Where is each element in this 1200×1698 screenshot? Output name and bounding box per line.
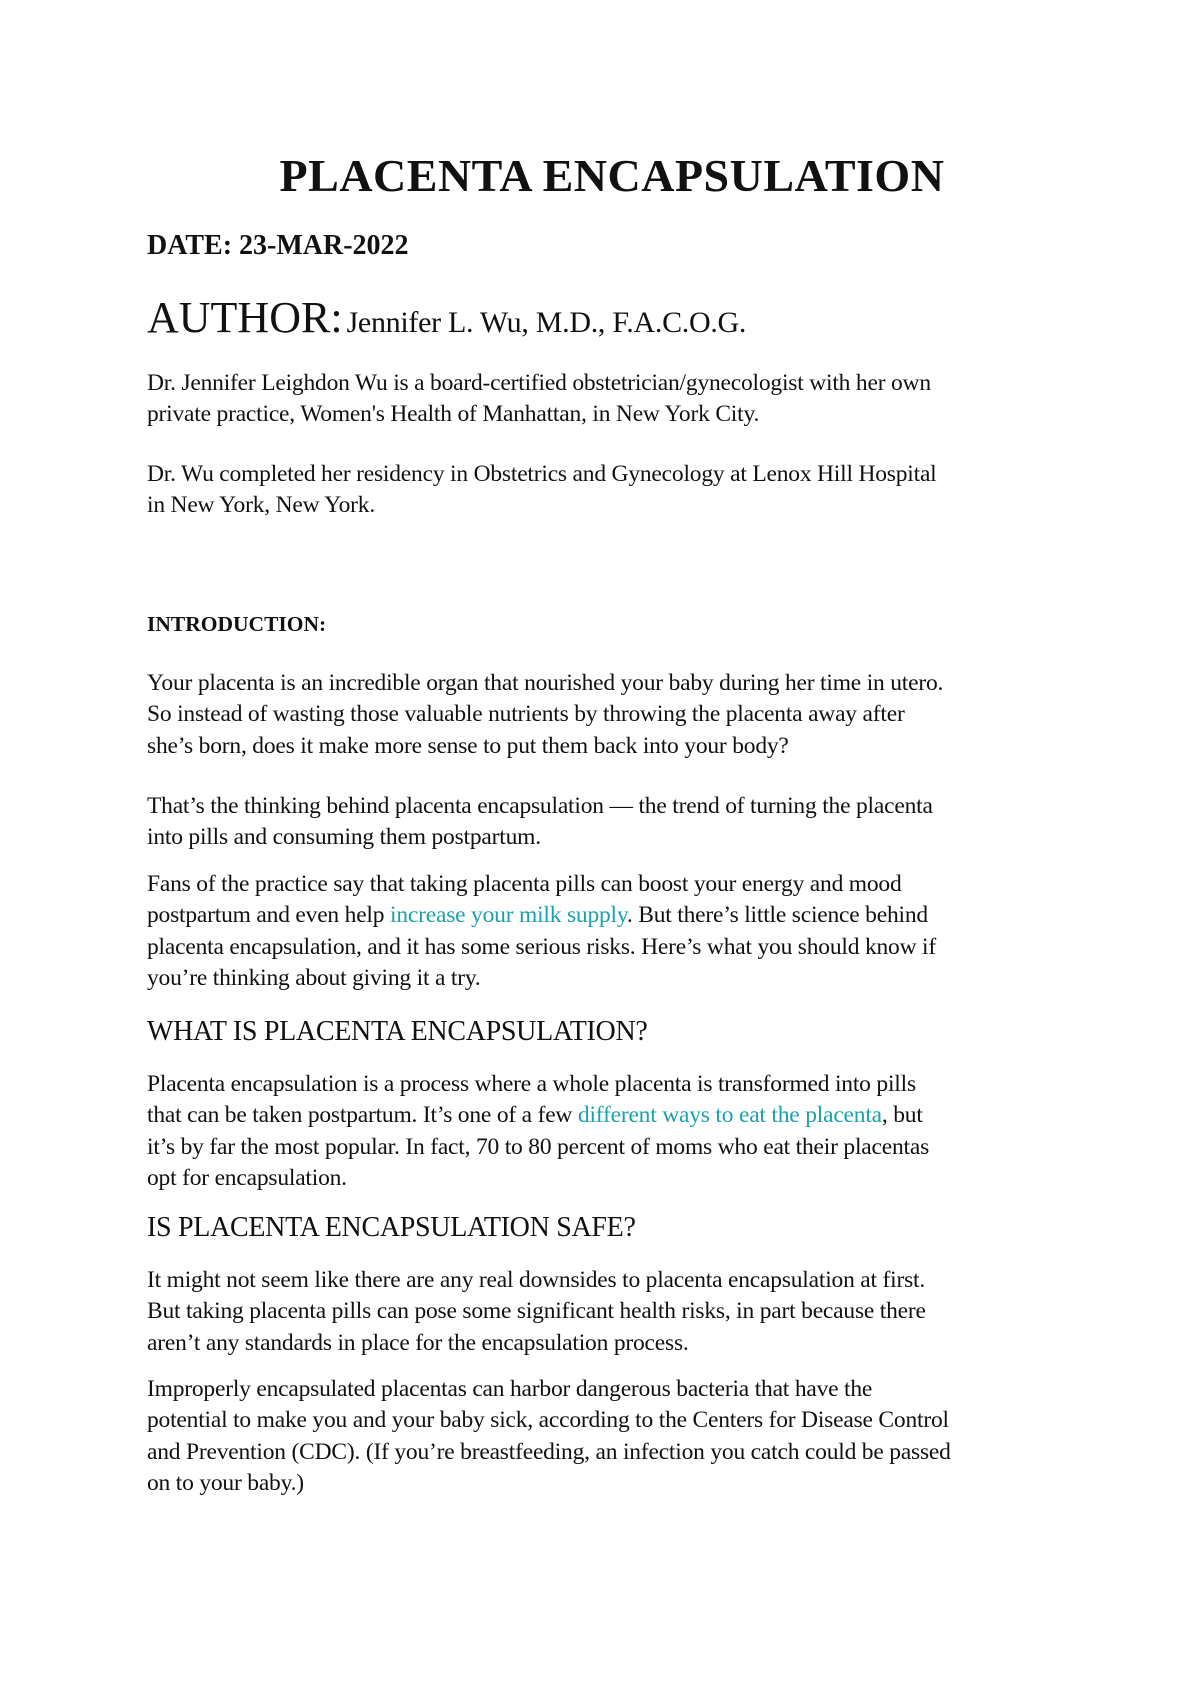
text-line: So instead of wasting those valuable nutrients by throwing the placenta away after [147, 701, 905, 728]
text-span: . But there’s little science behind [626, 902, 928, 929]
bio-paragraph-1 [147, 368, 1077, 431]
ways-to-eat-placenta-link[interactable]: different ways to eat the placenta [577, 1102, 882, 1129]
increase-milk-supply-link[interactable]: increase your milk supply [390, 902, 627, 929]
text-line: in New York, New York. [147, 492, 376, 519]
text-line: private practice, Women's Health of Manhattan, in New York City. [147, 401, 760, 428]
author-line [147, 292, 746, 354]
what-is-heading: WHAT IS PLACENTA ENCAPSULATION? [147, 1016, 648, 1047]
text-line: It might not seem like there are any real downsides to placenta encapsulation at first. [147, 1267, 926, 1293]
text-line: she’s born, does it make more sense to put them back into your body? [147, 732, 789, 759]
introduction-heading: INTRODUCTION: [147, 612, 327, 636]
text-line: Dr. Jennifer Leighdon Wu is a board-certified obstetrician/gynecologist with her own [147, 370, 931, 396]
text-line: Fans of the practice say that taking placenta pills can boost your energy and mood [147, 871, 902, 897]
text-span: , but [881, 1102, 923, 1129]
author-name: Jennifer L. Wu, M.D., F.A.C.O.G. [346, 306, 747, 339]
bio-paragraph-2 [147, 459, 1077, 522]
text-line: Placenta encapsulation is a process where a whole placenta is transformed into pills [147, 1071, 916, 1097]
is-safe-paragraph-1 [147, 1265, 1077, 1359]
intro-paragraph-3 [147, 869, 1077, 995]
text-line: potential to make you and your baby sick, according to the Centers for Disease Control [147, 1407, 949, 1434]
text-line [147, 1100, 1077, 1131]
text-line: opt for encapsulation. [147, 1165, 347, 1192]
author-label: AUTHOR: [147, 293, 343, 342]
document-title: PLACENTA ENCAPSULATION [279, 150, 945, 201]
is-safe-paragraph-2 [147, 1374, 1077, 1500]
text-line: Improperly encapsulated placentas can harbor dangerous bacteria that have the [147, 1376, 873, 1402]
intro-paragraph-1 [147, 668, 1077, 762]
is-safe-heading: IS PLACENTA ENCAPSULATION SAFE? [147, 1212, 636, 1243]
text-line: Your placenta is an incredible organ that nourished your baby during her time in utero. [147, 670, 944, 696]
text-line: it’s by far the most popular. In fact, 70 to 80 percent of moms who eat their placentas [147, 1133, 930, 1160]
text-line [147, 900, 1077, 931]
text-line: you’re thinking about giving it a try. [147, 965, 481, 992]
text-span: postpartum and even help [147, 902, 390, 929]
text-line: That’s the thinking behind placenta encapsulation — the trend of turning the placenta [147, 793, 933, 819]
text-line: into pills and consuming them postpartum. [147, 824, 541, 851]
text-line: on to your baby.) [147, 1470, 304, 1497]
text-line: aren’t any standards in place for the encapsulation process. [147, 1329, 689, 1356]
text-line: placenta encapsulation, and it has some serious risks. Here’s what you should know if [147, 933, 937, 960]
text-line: and Prevention (CDC). (If you’re breastfeeding, an infection you catch could be passed [147, 1438, 951, 1465]
text-span: that can be taken postpartum. It’s one of a few [147, 1102, 578, 1129]
text-line: Dr. Wu completed her residency in Obstetrics and Gynecology at Lenox Hill Hospital [147, 461, 937, 487]
intro-paragraph-2 [147, 791, 1077, 854]
document-date: DATE: 23-MAR-2022 [147, 230, 409, 261]
what-is-paragraph [147, 1069, 1077, 1195]
text-line: But taking placenta pills can pose some significant health risks, in part because there [147, 1298, 926, 1325]
